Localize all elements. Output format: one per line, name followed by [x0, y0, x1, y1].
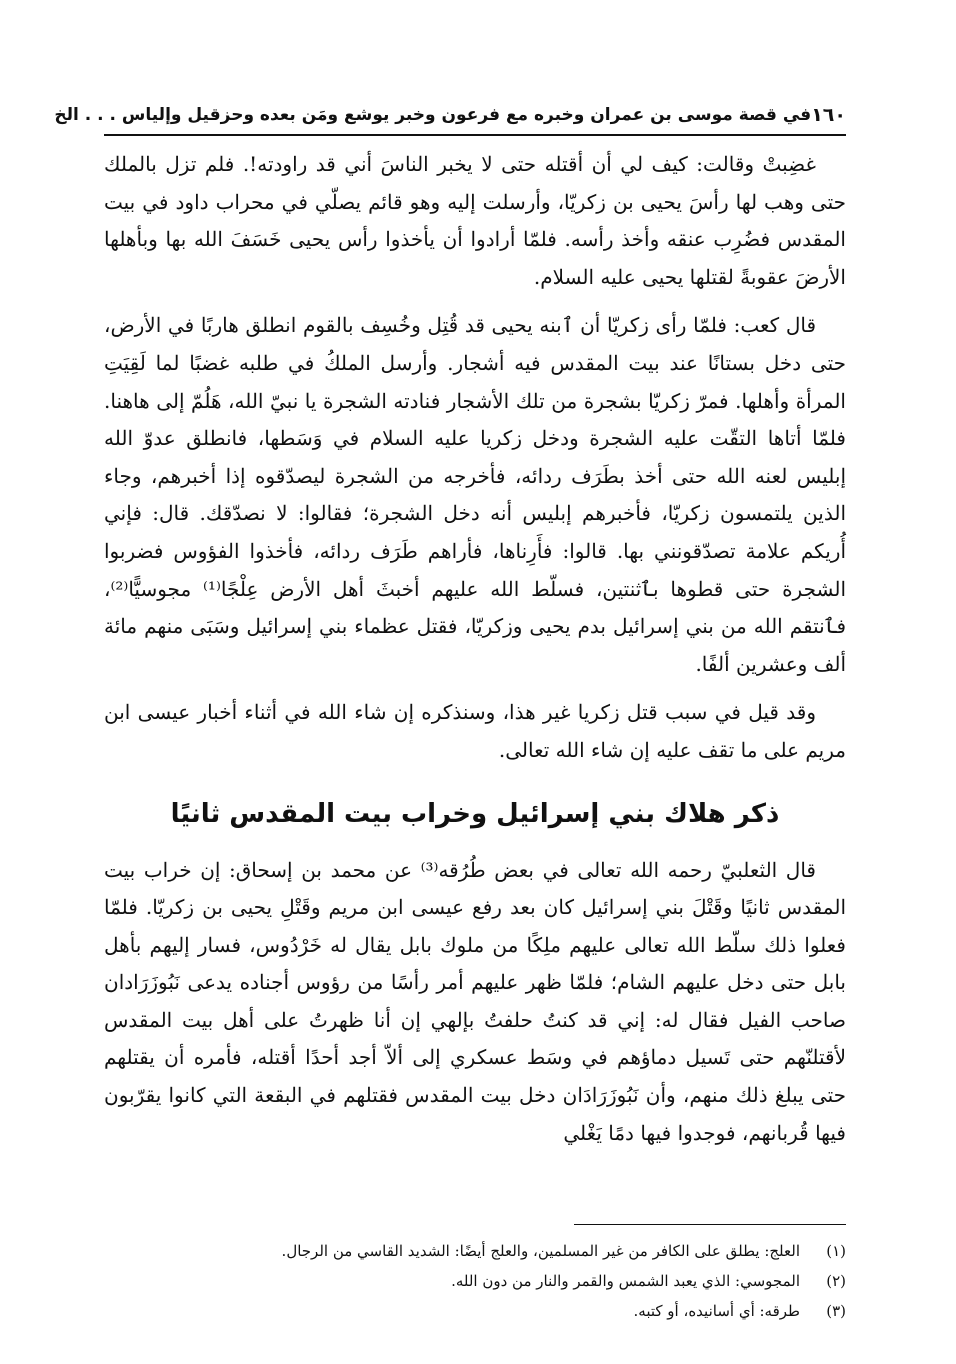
footnote-number: (٣)	[826, 1302, 846, 1320]
footnote	[104, 1266, 846, 1296]
footnote	[104, 1236, 846, 1266]
running-title: في قصة موسى بن عمران وخبره مع فرعون وخبر يوشع ومَن بعده وحزقيل وإلياس . . . الخ	[54, 105, 812, 125]
main-text	[104, 146, 846, 1163]
paragraph: وقد قيل في سبب قتل زكريا غير هذا، وسنذكره إن شاء الله في أثناء أخبار عيسى ابن مريم على ما تقف عليه إن شاء الله تعالى.	[104, 700, 846, 762]
paragraph: غضِبتْ وقالت: كيف لي أن أقتله حتى لا يخبر الناسَ أني قد راودته!. فلم تزل بالملك حتى وهب لها رأسَ يحيى بن زكريّا، وأرسلت إليه وهو قائم يصلّي في محراب داود في بيت المقدس فضُرِب عنقه وأخذ رأسه. فلمّا أرادوا أن يأخذوا رأس يحيى خَسَفَ الله بها وبأهلها الأرضَ عقوبةً لقتلها يحيى عليه السلام.	[104, 152, 846, 289]
footnote-number: (٢)	[826, 1272, 846, 1290]
footnote-text: العلج: يطلق على الكافر من غير المسلمين، والعلج أيضًا: الشديد القاسي من الرجال.	[281, 1242, 800, 1260]
footnote-number: (١)	[826, 1242, 846, 1260]
footnote	[104, 1296, 846, 1326]
running-header	[54, 98, 846, 132]
footnote-text: المجوسي: الذي يعبد الشمس والقمر والنار من دون الله.	[451, 1272, 800, 1290]
footnote-text: طرقه: أي أسانيده، أو كتبه.	[633, 1302, 800, 1320]
header-rule	[104, 134, 846, 136]
section-heading: ذكر هلاك بني إسرائيل وخراب بيت المقدس ثانيًا	[170, 798, 780, 829]
paragraph: قال كعب: فلمّا رأى زكريّا أن ٱبنه يحيى قد قُتِل وخُسِف بالقوم انطلق هاربًا في الأرض، حتى دخل بستانًا عند بيت المقدس فيه أشجار. وأرسل الملكُ في طلبه غضبًا لما لَقِيَتِ المرأة وأهلها. فمرّ زكريّا بشجرة من تلك الأشجار فنادته الشجرة يا نبيّ الله، هَلُمّ إلى هاهنا. فلمّا أتاها التقّت عليه الشجرة ودخل زكريا عليه السلام في وَسَطها، فانطلق عدوّ الله إبليس لعنه الله حتى أخذ بطَرَف ردائه، فأخرجه من الشجرة ليصدّقوه إذا أخبرهم، وجاء الذين يلتمسون زكريّا، فأخبرهم إبليس أنه دخل الشجرة؛ فقالوا: لا نصدّقك. قال: فإني أُريكم علامة تصدّقونني بها. قالوا: فأَرِناها، فأراهم طَرَف ردائه، فأخذوا الفؤوس فضربوا الشجرة حتى قطوها بٱثنتين، فسلّط الله عليهم أخبثَ أهل الأرض عِلْجًا⁽¹⁾ مجوسيًّا⁽²⁾، فٱنتقم الله من بني إسرائيل بدم يحيى وزكريّا، فقتل عظماء بني إسرائيل وسَبَى منهم مائة ألف وعشرين ألفًا.	[104, 313, 846, 676]
page-number: ١٦٠	[811, 104, 846, 126]
footnote-rule	[574, 1224, 846, 1225]
paragraph: قال الثعلبيّ رحمه الله تعالى في بعض طُرُقه⁽³⁾ عن محمد بن إسحاق: إن خراب بيت المقدس ثانيًا وقَتْلَ بني إسرائيل كان بعد رفع عيسى ابن مريم وقَتْلِ يحيى بن زكريّا. فلمّا فعلوا ذلك سلّط الله تعالى عليهم ملِكًا من ملوك بابل يقال له خَرْدُوس، فسار إليهم بأهل بابل حتى دخل عليهم الشام؛ فلمّا ظهر عليهم أمر رأسًا من رؤوس أجناده يدعى نَبُوزَرَادان صاحب الفيل فقال له: إني قد كنتُ حلفتُ بإلهي إن أنا ظهرتُ على أهل بيت المقدس لأقتلنّهم حتى تَسيل دماؤهم في وسَط عسكري إلى ألاّ أجد أحدًا أقتله، فأمره أن يقتلهم حتى يبلغ ذلك منهم، وأن نَبُوزَرَادَان دخل بيت المقدس فقتلهم في البقعة التي كانوا يقرّبون فيها قُربانهم، فوجدوا فيها دمًا يَغْلي	[104, 857, 846, 1145]
footnotes	[104, 1236, 846, 1326]
